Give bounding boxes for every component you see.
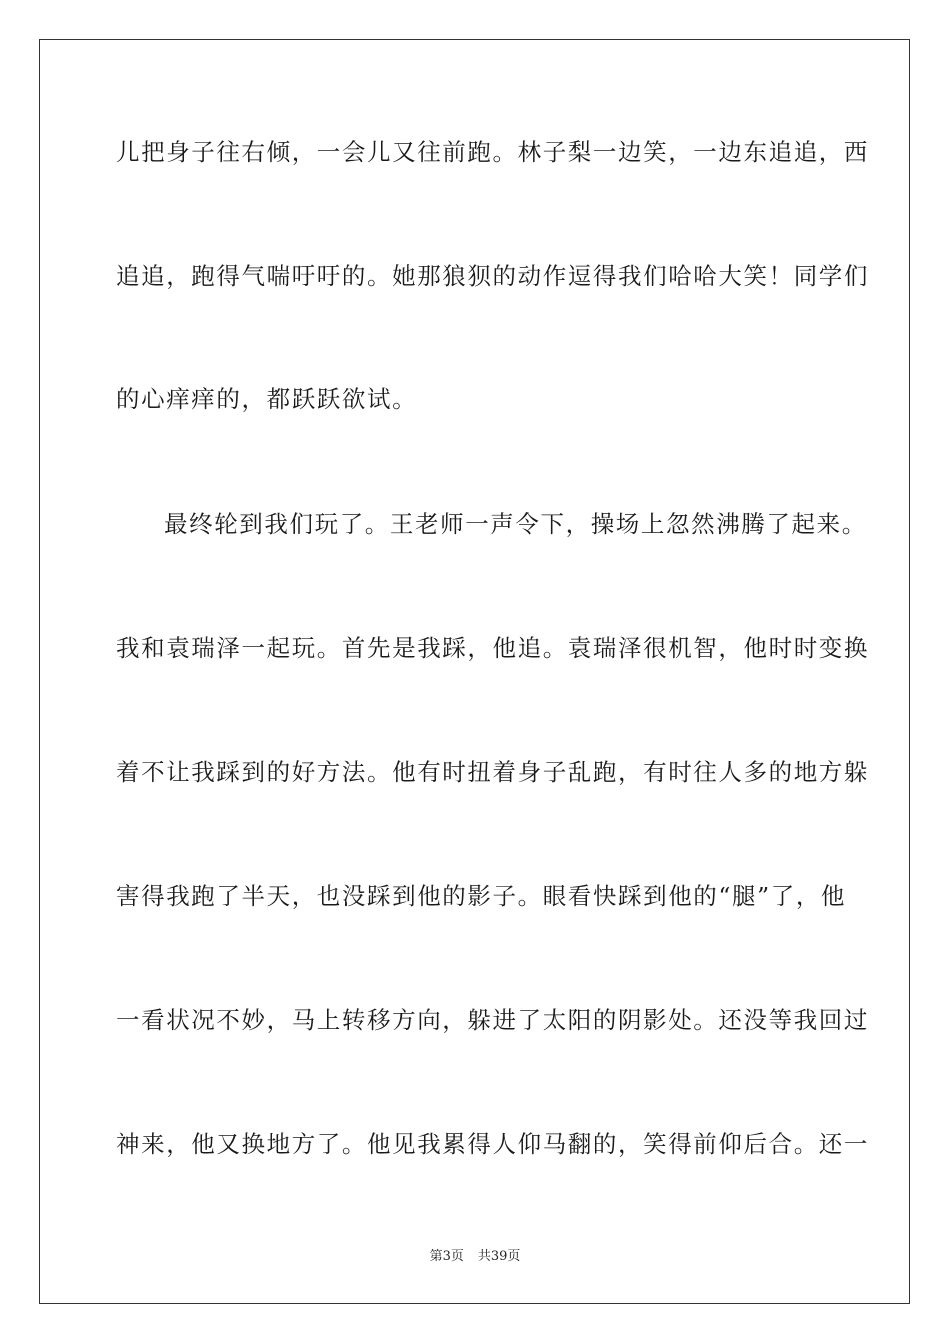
text-line: 我和袁瑞泽一起玩。首先是我踩，他追。袁瑞泽很机智，他时时变换 bbox=[116, 634, 869, 662]
text-line: 神来，他又换地方了。他见我累得人仰马翻的，笑得前仰后合。还一 bbox=[116, 1130, 869, 1158]
text-line: 一看状况不妙，马上转移方向，躲进了太阳的阴影处。还没等我回过 bbox=[116, 1006, 869, 1034]
text-line: 着不让我踩到的好方法。他有时扭着身子乱跑，有时往人多的地方躲 bbox=[116, 758, 869, 786]
text-line: 害得我跑了半天，也没踩到他的影子。眼看快踩到他的“腿”了，他 bbox=[116, 882, 847, 910]
page-number: 第3页 bbox=[429, 1249, 464, 1264]
text-line: 追追，跑得气喘吁吁的。她那狼狈的动作逗得我们哈哈大笑！同学们 bbox=[116, 262, 869, 290]
page-footer bbox=[0, 1248, 950, 1266]
text-line: 儿把身子往右倾，一会儿又往前跑。林子梨一边笑，一边东追追，西 bbox=[116, 138, 869, 166]
page-border bbox=[39, 39, 910, 1304]
page-total: 共39页 bbox=[477, 1249, 521, 1264]
paragraph-first-line: 最终轮到我们玩了。王老师一声令下，操场上忽然沸腾了起来。 bbox=[164, 510, 867, 538]
text-line: 的心痒痒的，都跃跃欲试。 bbox=[116, 385, 418, 413]
